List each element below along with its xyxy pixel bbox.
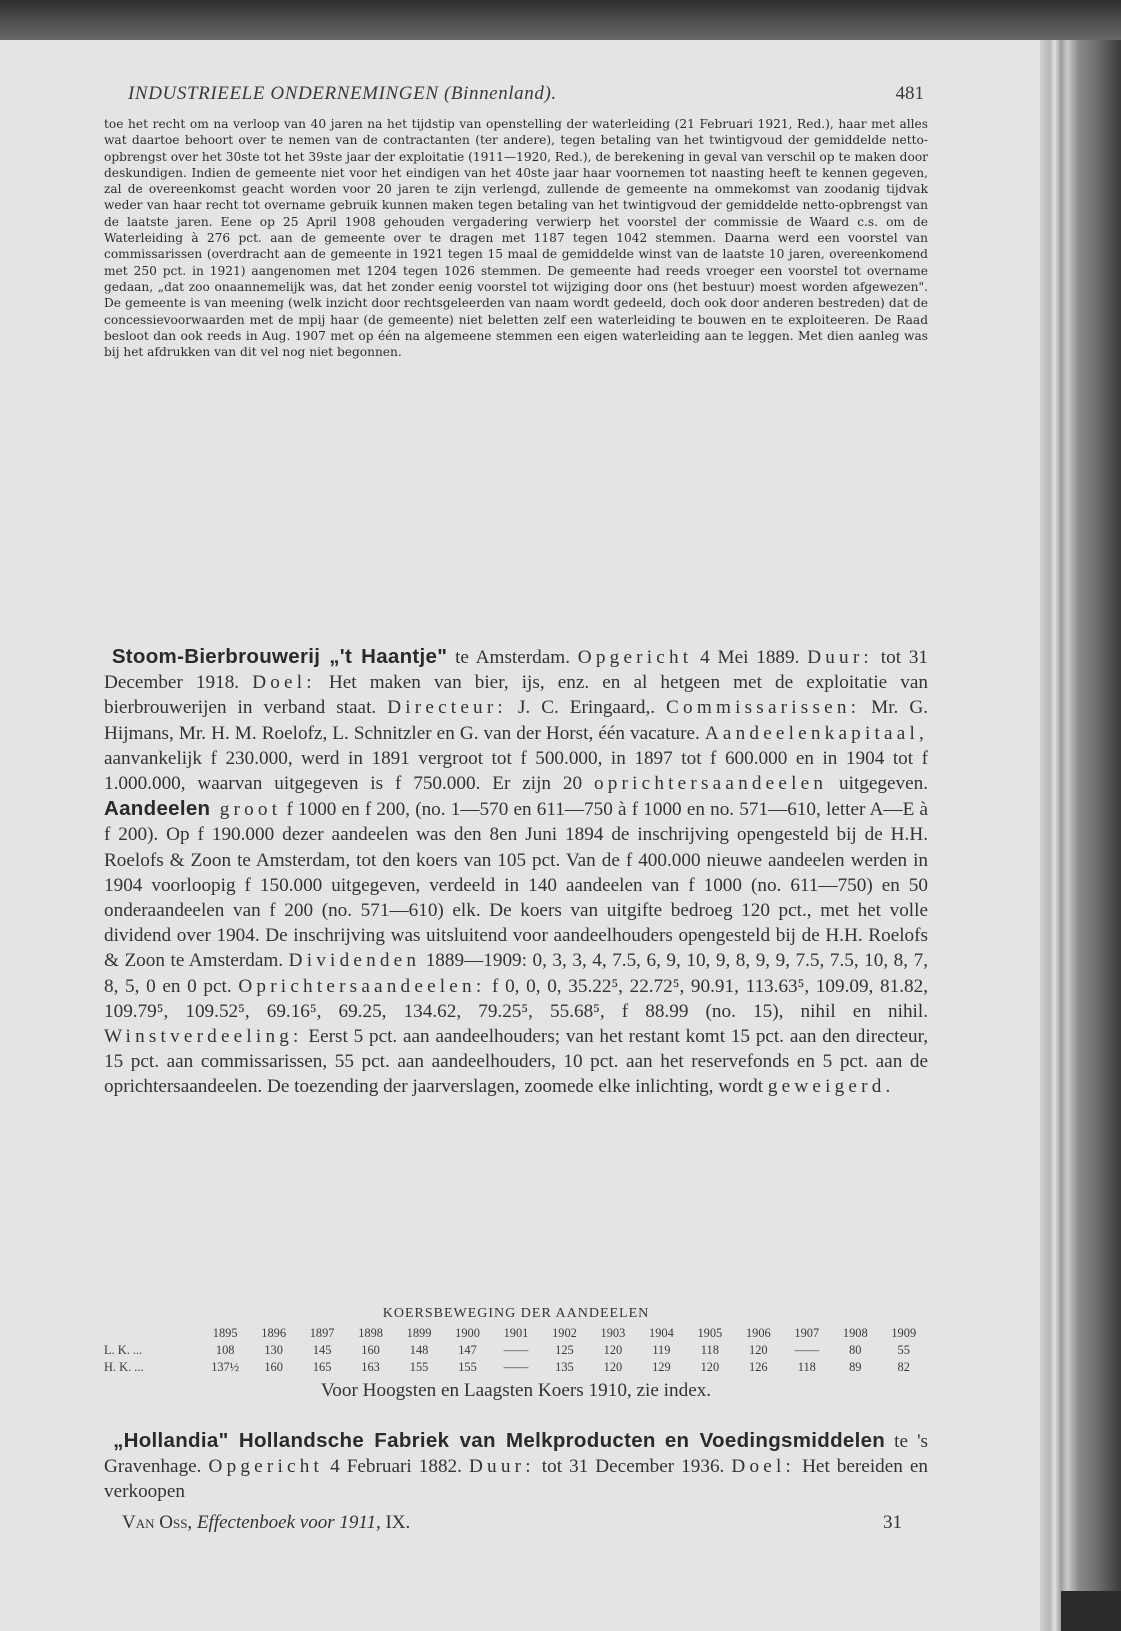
- oprichtersaandeelen-label: Oprichtersaandeelen:: [238, 975, 486, 997]
- commissarissen-label: Commissarissen:: [666, 697, 861, 719]
- value-cell: 155: [458, 1360, 477, 1374]
- duur-value: tot 31 December 1918.: [104, 647, 929, 694]
- koers-table-title: KOERSBEWEGING DER AANDEELEN: [382, 1306, 650, 1321]
- winstverdeeling-value: Eerst 5 pct. aan aandeelhouders; van het restant komt 15 pct. aan den directeur, 15 pct. aan commissarissen, 55 pct. aan aandeelhouders, 10 pct. aan het reservefonds en 5 pct. aan de oprichtersaandeelen. De toezending der jaarverslagen, zoomede elke inlichting, wordt: [104, 1026, 928, 1098]
- directeur-label: Directeur:: [387, 697, 507, 719]
- year-cell: 1907: [794, 1326, 820, 1340]
- doel-value: Het bereiden en verkoopen: [104, 1456, 929, 1503]
- year-cell: 1909: [891, 1326, 917, 1340]
- footer-publisher: Van Oss,: [122, 1512, 193, 1533]
- company-location: te 's Gravenhage.: [104, 1431, 929, 1478]
- opgericht-label: Opgericht: [577, 647, 693, 668]
- company-name: Stoom-Bierbrouwerij „'t Haantje": [111, 645, 448, 668]
- year-cell: 1904: [649, 1326, 674, 1340]
- running-head-title: INDUSTRIEELE ONDERNEMINGEN (Binnenland).: [128, 83, 557, 104]
- continuation-text: toe het recht om na verloop van 40 jaren na het tijdstip van openstelling der waterleiding (21 Februari 1921, Red.), haar met alles wat daartoe behoort over te nemen van de contractanten (ter andere), tegen betaling van het twintigvoud der gemiddelde netto-opbrengst over het 30ste tot het 39ste jaar der exploitatie (1911—1920, Red.), de berekening in geval van verschil op te maken door deskundigen. Indien de gemeente niet voor het eindigen van het 40ste jaar haar voornemen tot naasting heeft te kennen gegeven, zal de overeenkomst geacht worden voor 20 jaren te zijn verlengd, zullende de gemeente na ommekomst van zoodanig tijdvak weder van haar recht tot overname gebruik kunnen maken tegen betaling van het twintigvoud der gemiddelde netto-opbrengst van de laatste jaren. Eene op 25 April 1908 gehouden vergadering verwierp het voorstel der commissie de Waard c.s. om de Waterleiding à 276 pct. aan de gemeente over te dragen met 1187 tegen 1042 stemmen. Daarna werd een voorstel van commissarissen (overdracht aan de gemeente in 1921 tegen 15 maal de gemiddelde winst van de laatste 10 jaren, overeenkomend met 250 pct. in 1921) aangenomen met 1204 tegen 1026 stemmen. De gemeente had reeds vroeger een voorstel tot overname gedaan, „dat zoo onaannemelijk was, dat het zonder eenig voorstel tot wijziging door ons (het bestuur) moest worden afgewezen". De gemeente is van meening (welk inzicht door rechtsgeleerden van naam wordt gedeeld, doch ook door anderen bestreden) dat de concessievoorwaarden met de mpij haar (de gemeente) niet beletten zelf een waterleiding te bouwen en te exploiteeren. De Raad besloot dan ook reeds in Aug. 1907 met op één na algemeene stemmen een eigen waterleiding aan te leggen. Met dien aanleg was bij het afdrukken van dit vel nog niet begonnen.: [104, 117, 928, 360]
- company-location: te Amsterdam.: [447, 647, 578, 668]
- oprichters-label: oprichtersaandeelen: [593, 773, 828, 795]
- year-cell: 1897: [309, 1326, 335, 1340]
- page-number: 481: [895, 83, 924, 104]
- value-cell: 125: [555, 1343, 574, 1357]
- doel-label: Doel:: [731, 1456, 796, 1478]
- doel-label: Doel:: [252, 672, 316, 694]
- value-cell: 160: [361, 1343, 380, 1357]
- value-cell: 120: [700, 1360, 720, 1374]
- value-cell: 137½: [211, 1360, 240, 1374]
- value-cell: 118: [700, 1343, 719, 1357]
- value-cell: 108: [215, 1343, 235, 1357]
- value-cell: 147: [458, 1343, 477, 1357]
- table-row-hk: [104, 1359, 928, 1376]
- footer-volume: , IX.: [375, 1512, 411, 1533]
- value-cell: 135: [555, 1360, 574, 1374]
- value-cell: 155: [409, 1360, 429, 1374]
- kapitaal-value: aanvankelijk f 230.000, werd in 1891 vergroot tot f 500.000, in 1897 tot f 600.000 en in 1904 tot f 1.000.000, waarvan uitgegeven is f 750.000. Er zijn 20: [104, 747, 928, 795]
- value-cell: 120: [603, 1360, 623, 1374]
- value-cell: 118: [797, 1360, 816, 1374]
- entry-hollandia: [104, 1428, 928, 1505]
- winstverdeeling-label: Winstverdeeling:: [104, 1026, 303, 1048]
- value-cell: 165: [312, 1360, 332, 1374]
- running-head: [104, 83, 928, 107]
- year-cell: 1905: [697, 1326, 723, 1340]
- koers-table: [104, 1325, 928, 1376]
- end-period: .: [885, 1076, 891, 1098]
- footer-book-title: Effectenboek voor 1911: [196, 1512, 376, 1533]
- year-cell: 1903: [600, 1326, 626, 1340]
- value-cell: 148: [409, 1343, 429, 1357]
- duur-label: Duur:: [807, 647, 873, 668]
- page-footer: [104, 1512, 928, 1538]
- scan-bottom-corner: [1061, 1591, 1121, 1631]
- duur-label: Duur:: [468, 1456, 535, 1478]
- dividenden-label: Dividenden: [288, 950, 421, 972]
- value-cell: 82: [897, 1360, 910, 1374]
- value-cell: 130: [264, 1343, 283, 1357]
- aandeelen-value: f 1000 en f 200, (no. 1—570 en 611—750 à f 1000 en no. 571—610, letter A—E à f 200). Op f 190.000 dezer aandeelen was den 8en Juni 1894 de inschrijving opengesteld bij de H.H. Roelofs & Zoon te Amsterdam, tot den koers van 105 pct. Van de f 400.000 nieuwe aandeelen werden in 1904 voorloopig f 150.000 uitgegeven, verdeeld in 140 aandeelen van f 1000 (no. 611—750) en 50 onderaandeelen van f 200 (no. 571—610) elk. De koers van uitgifte bedroeg 120 pct., met het volle dividend over 1904. De inschrijving was uitsluitend voor aandeelhouders opengesteld bij de H.H. Roelofs & Zoon te Amsterdam.: [104, 799, 928, 972]
- value-cell: 80: [849, 1343, 862, 1357]
- scan-top-shadow: [0, 0, 1121, 42]
- value-cell: 89: [849, 1360, 862, 1374]
- footer-signature: 31: [883, 1512, 902, 1533]
- row-label: H. K. ...: [104, 1360, 144, 1374]
- opgericht-value: 4 Februari 1882.: [323, 1456, 469, 1478]
- value-cell: 126: [749, 1360, 768, 1374]
- value-cell: ——: [503, 1360, 529, 1374]
- table-row-lk: [104, 1342, 928, 1359]
- year-cell: 1908: [842, 1326, 868, 1340]
- koers-header-row: [104, 1325, 928, 1342]
- dividenden-value: 1889—1909: 0, 3, 3, 4, 7.5, 6, 9, 10, 9, 8, 9, 9, 7.5, 7.5, 10, 8, 7, 8, 5, 0 en 0 pct.: [104, 950, 928, 997]
- value-cell: 163: [361, 1360, 380, 1374]
- value-cell: ——: [503, 1343, 529, 1357]
- koers-header-empty: [104, 1325, 201, 1342]
- oprichters-value: uitgegeven.: [827, 773, 928, 795]
- opgericht-label: Opgericht: [208, 1456, 324, 1478]
- footer-publication: [122, 1512, 410, 1534]
- company-name-line-2: en Voedingsmiddelen: [664, 1429, 886, 1452]
- directeur-value: J. C. Eringaard,.: [506, 697, 667, 719]
- year-cell: 1902: [552, 1326, 577, 1340]
- year-cell: 1900: [455, 1326, 480, 1340]
- year-cell: 1895: [212, 1326, 238, 1340]
- oprichtersaandeelen-value: f 0, 0, 0, 35.22⁵, 22.72⁵, 90.91, 113.63⁵, 109.09, 81.82, 109.79⁵, 109.52⁵, 69.16⁵, 69.25, 134.62, 79.25⁵, 55.68⁵, f 88.99 (no. 15), nihil en nihil.: [104, 975, 928, 1022]
- company-name-line-1: „Hollandia" Hollandsche Fabriek van Melkproducten: [113, 1429, 656, 1452]
- row-label: L. K. ...: [104, 1343, 143, 1357]
- year-cell: 1899: [406, 1326, 432, 1340]
- entry-paragraph: [104, 1428, 928, 1505]
- entry-stoom-bierbrouwerij: [104, 644, 928, 1100]
- year-cell: 1896: [261, 1326, 287, 1340]
- value-cell: 120: [603, 1343, 623, 1357]
- value-cell: 55: [897, 1343, 910, 1357]
- value-cell: 129: [652, 1360, 671, 1374]
- year-cell: 1898: [358, 1326, 383, 1340]
- entry-paragraph: [104, 644, 928, 1100]
- kapitaal-label: Aandeelenkapitaal,: [704, 722, 928, 744]
- book-page-edges: [1040, 40, 1121, 1631]
- geweigerd-text: geweigerd: [767, 1076, 886, 1098]
- value-cell: 145: [312, 1343, 332, 1357]
- doel-value: Het maken van bier, ijs, enz. en al hetgeen met de exploitatie van bierbrouwerijen in verband staat.: [104, 672, 928, 719]
- value-cell: 120: [749, 1343, 768, 1357]
- opgericht-value: 4 Mei 1889.: [692, 647, 808, 668]
- value-cell: 160: [264, 1360, 283, 1374]
- groot-label: groot: [210, 799, 282, 821]
- year-cell: 1901: [503, 1326, 529, 1340]
- aandeelen-label: Aandeelen: [104, 797, 211, 821]
- value-cell: ——: [794, 1343, 820, 1357]
- commissarissen-value: Mr. G. Hijmans, Mr. H. M. Roelofz, L. Schnitzler en G. van der Horst, één vacature.: [104, 697, 928, 744]
- continuation-paragraph: [104, 116, 928, 360]
- duur-value: tot 31 December 1936.: [534, 1456, 732, 1478]
- koers-table-note: Voor Hoogsten en Laagsten Koers 1910, zie index.: [320, 1380, 712, 1401]
- value-cell: 119: [652, 1343, 671, 1357]
- year-cell: 1906: [745, 1326, 771, 1340]
